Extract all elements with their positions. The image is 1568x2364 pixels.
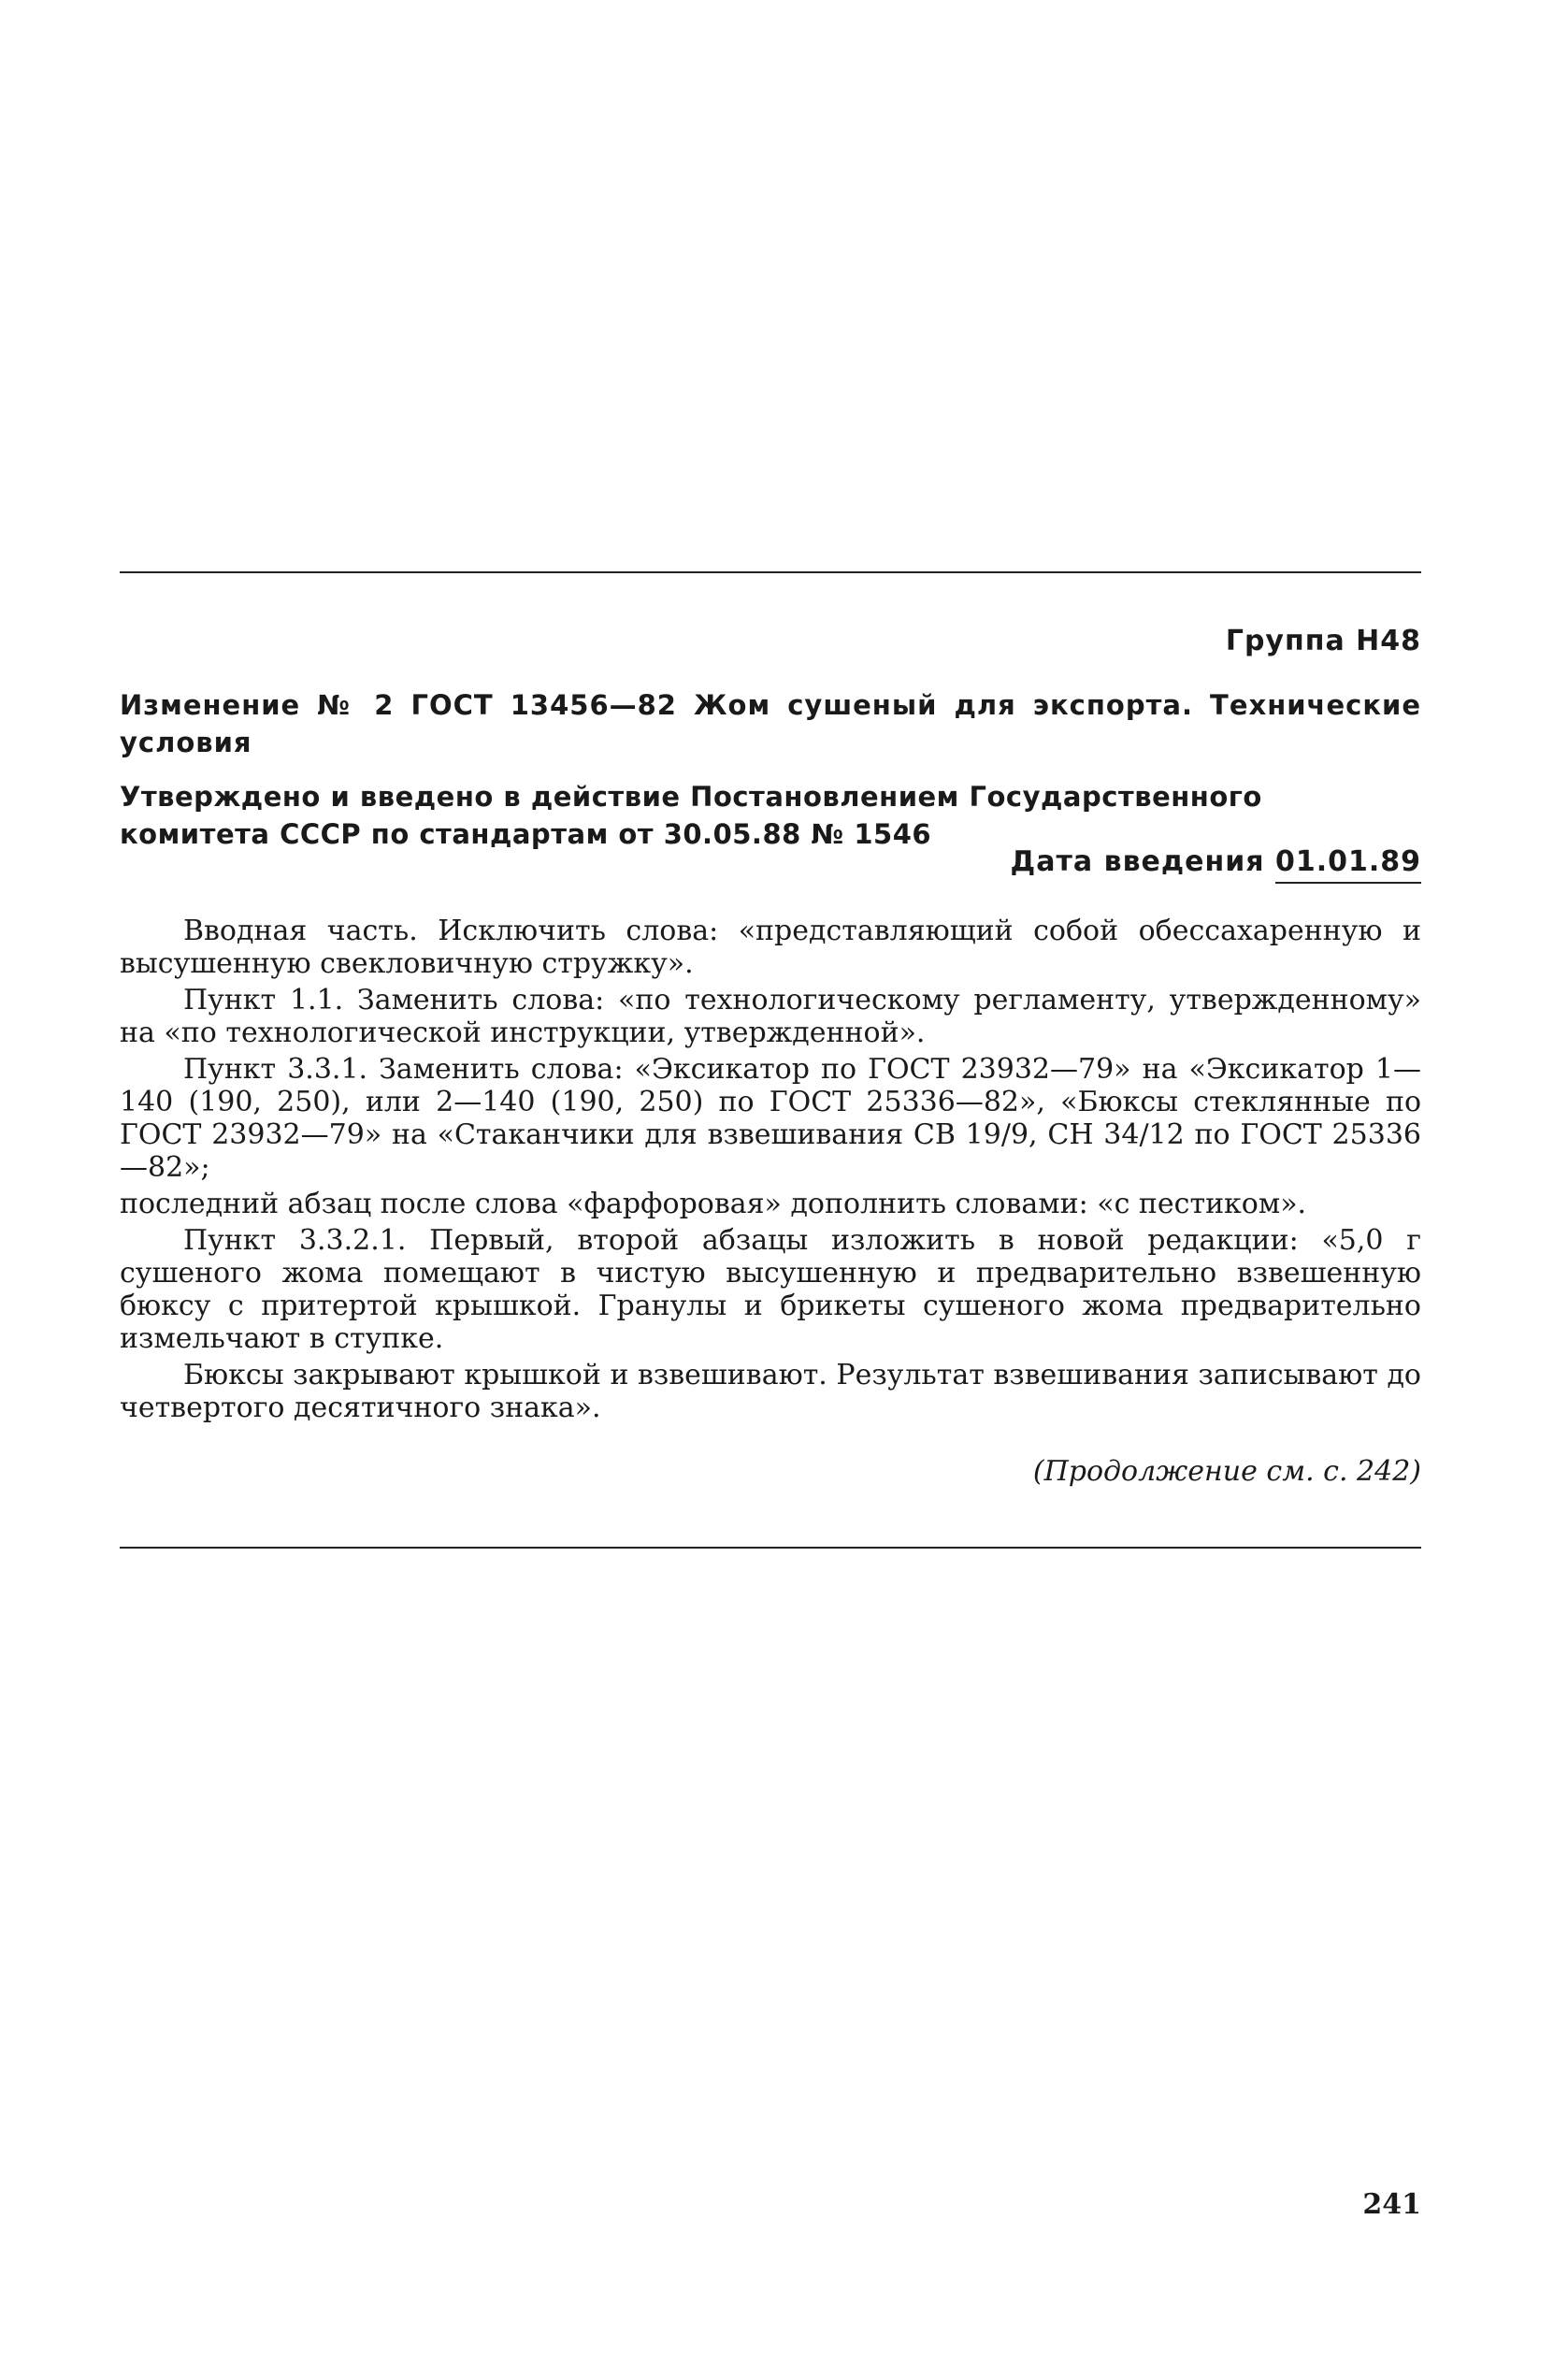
paragraph-1-1: Пункт 1.1. Заменить слова: «по технологическому регламенту, утвержденному» на «по технологической инструкции, утвержденной». — [120, 984, 1421, 1049]
paragraph-intro: Вводная часть. Исключить слова: «представляющий собой обессахаренную и высушенную свекловичную стружку». — [120, 915, 1421, 980]
page-number: 241 — [1362, 2188, 1421, 2221]
change-body — [120, 915, 1421, 1428]
bottom-rule — [120, 1547, 1421, 1549]
paragraph-3-3-2-1: Пункт 3.3.2.1. Первый, второй абзацы изложить в новой редакции: «5,0 г сушеного жома помещают в чистую высушенную и предварительно взвешенную бюксу с притертой крышкой. Гранулы и брикеты сушеного жома предварительно измельчают в ступке. — [120, 1224, 1421, 1355]
top-rule — [120, 571, 1421, 573]
effective-date-value: 01.01.89 — [1275, 845, 1421, 884]
change-title: Изменение № 2 ГОСТ 13456—82 Жом сушеный для экспорта. Технические условия — [120, 689, 1421, 758]
approval-statement: Утверждено и введено в действие Постановлением Государственного комитета СССР по стандартам от 30.05.88 № 1546 — [120, 781, 1262, 850]
effective-date-label: Дата введения — [1010, 845, 1265, 878]
paragraph-last-abzac: последний абзац после слова «фарфоровая» дополнить словами: «с пестиком». — [120, 1188, 1307, 1220]
continuation-note: (Продолжение см. с. 242) — [1032, 1455, 1421, 1488]
effective-date-line — [120, 845, 1421, 878]
group-code: Группа Н48 — [1225, 625, 1421, 657]
paragraph-weighing: Бюксы закрывают крышкой и взвешивают. Результат взвешивания записывают до четвертого десятичного знака». — [120, 1359, 1421, 1424]
paragraph-3-3-1: Пункт 3.3.1. Заменить слова: «Эксикатор по ГОСТ 23932—79» на «Эксикатор 1—140 (190, 250), или 2—140 (190, 250) по ГОСТ 25336—82», «Бюксы стеклянные по ГОСТ 23932—79» на «Стаканчики для взвешивания СВ 19/9, СН 34/12 по ГОСТ 25336—82»; — [120, 1053, 1421, 1184]
